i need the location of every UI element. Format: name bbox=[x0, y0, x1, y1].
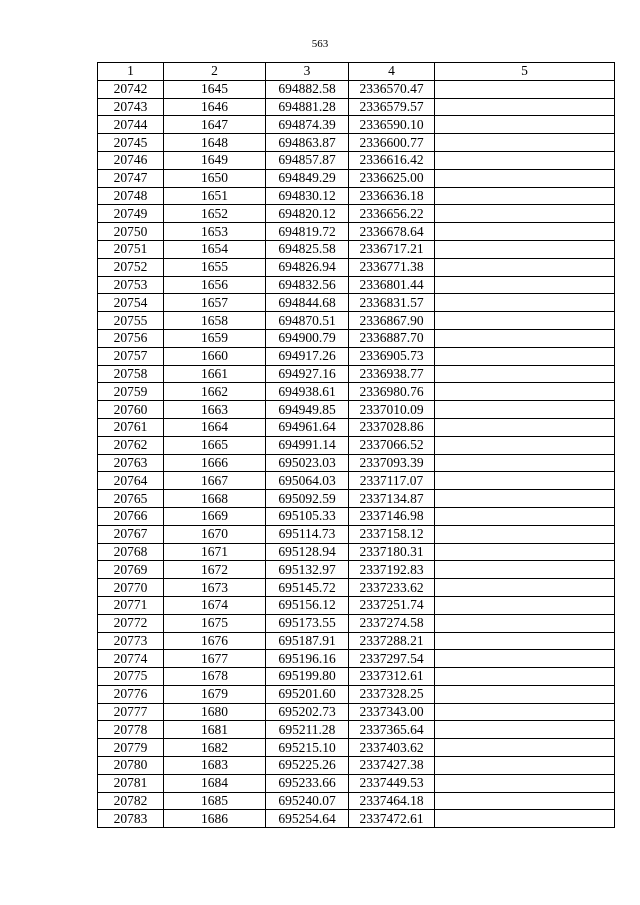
table-row bbox=[98, 418, 615, 436]
page-number: 563 bbox=[311, 38, 329, 50]
x-coordinate-cell: 694874.39 bbox=[266, 116, 349, 134]
column-header-1: 1 bbox=[98, 63, 164, 81]
y-coordinate-cell: 2337274.58 bbox=[349, 614, 435, 632]
x-coordinate-cell: 694881.28 bbox=[266, 98, 349, 116]
note-cell bbox=[435, 810, 615, 828]
point-id-cell: 20752 bbox=[98, 258, 164, 276]
table-body bbox=[98, 80, 615, 827]
x-coordinate-cell: 694927.16 bbox=[266, 365, 349, 383]
point-number-cell: 1652 bbox=[164, 205, 266, 223]
table-row bbox=[98, 98, 615, 116]
point-number-cell: 1681 bbox=[164, 721, 266, 739]
note-cell bbox=[435, 383, 615, 401]
x-coordinate-cell: 695023.03 bbox=[266, 454, 349, 472]
table-row bbox=[98, 792, 615, 810]
header-row bbox=[98, 63, 615, 81]
point-id-cell: 20770 bbox=[98, 579, 164, 597]
note-cell bbox=[435, 98, 615, 116]
note-cell bbox=[435, 757, 615, 775]
x-coordinate-cell: 695187.91 bbox=[266, 632, 349, 650]
x-coordinate-cell: 694819.72 bbox=[266, 223, 349, 241]
point-number-cell: 1664 bbox=[164, 418, 266, 436]
point-id-cell: 20765 bbox=[98, 490, 164, 508]
note-cell bbox=[435, 418, 615, 436]
x-coordinate-cell: 694863.87 bbox=[266, 134, 349, 152]
note-cell bbox=[435, 169, 615, 187]
table-row bbox=[98, 739, 615, 757]
table-row bbox=[98, 276, 615, 294]
x-coordinate-cell: 695128.94 bbox=[266, 543, 349, 561]
note-cell bbox=[435, 401, 615, 419]
x-coordinate-cell: 694991.14 bbox=[266, 436, 349, 454]
point-number-cell: 1676 bbox=[164, 632, 266, 650]
y-coordinate-cell: 2337251.74 bbox=[349, 596, 435, 614]
point-id-cell: 20745 bbox=[98, 134, 164, 152]
note-cell bbox=[435, 721, 615, 739]
x-coordinate-cell: 695201.60 bbox=[266, 685, 349, 703]
x-coordinate-cell: 695173.55 bbox=[266, 614, 349, 632]
x-coordinate-cell: 695225.26 bbox=[266, 757, 349, 775]
point-number-cell: 1666 bbox=[164, 454, 266, 472]
point-number-cell: 1671 bbox=[164, 543, 266, 561]
table-row bbox=[98, 757, 615, 775]
point-id-cell: 20743 bbox=[98, 98, 164, 116]
y-coordinate-cell: 2336570.47 bbox=[349, 80, 435, 98]
point-id-cell: 20758 bbox=[98, 365, 164, 383]
point-number-cell: 1678 bbox=[164, 668, 266, 686]
y-coordinate-cell: 2337288.21 bbox=[349, 632, 435, 650]
note-cell bbox=[435, 507, 615, 525]
table-row bbox=[98, 205, 615, 223]
point-id-cell: 20762 bbox=[98, 436, 164, 454]
y-coordinate-cell: 2337297.54 bbox=[349, 650, 435, 668]
table-row bbox=[98, 365, 615, 383]
note-cell bbox=[435, 614, 615, 632]
y-coordinate-cell: 2336771.38 bbox=[349, 258, 435, 276]
table-row bbox=[98, 436, 615, 454]
x-coordinate-cell: 694825.58 bbox=[266, 240, 349, 258]
note-cell bbox=[435, 240, 615, 258]
point-number-cell: 1662 bbox=[164, 383, 266, 401]
table-row bbox=[98, 347, 615, 365]
point-number-cell: 1650 bbox=[164, 169, 266, 187]
table-row bbox=[98, 507, 615, 525]
point-number-cell: 1651 bbox=[164, 187, 266, 205]
point-number-cell: 1663 bbox=[164, 401, 266, 419]
point-number-cell: 1668 bbox=[164, 490, 266, 508]
note-cell bbox=[435, 472, 615, 490]
point-id-cell: 20754 bbox=[98, 294, 164, 312]
table-row bbox=[98, 258, 615, 276]
x-coordinate-cell: 695202.73 bbox=[266, 703, 349, 721]
table-row bbox=[98, 169, 615, 187]
table-row bbox=[98, 668, 615, 686]
note-cell bbox=[435, 294, 615, 312]
y-coordinate-cell: 2336636.18 bbox=[349, 187, 435, 205]
table-row bbox=[98, 134, 615, 152]
point-number-cell: 1683 bbox=[164, 757, 266, 775]
x-coordinate-cell: 694870.51 bbox=[266, 312, 349, 330]
y-coordinate-cell: 2336590.10 bbox=[349, 116, 435, 134]
note-cell bbox=[435, 596, 615, 614]
note-cell bbox=[435, 703, 615, 721]
note-cell bbox=[435, 774, 615, 792]
table-row bbox=[98, 454, 615, 472]
y-coordinate-cell: 2337403.62 bbox=[349, 739, 435, 757]
x-coordinate-cell: 695196.16 bbox=[266, 650, 349, 668]
x-coordinate-cell: 695240.07 bbox=[266, 792, 349, 810]
point-id-cell: 20772 bbox=[98, 614, 164, 632]
point-id-cell: 20769 bbox=[98, 561, 164, 579]
note-cell bbox=[435, 632, 615, 650]
note-cell bbox=[435, 454, 615, 472]
point-number-cell: 1686 bbox=[164, 810, 266, 828]
note-cell bbox=[435, 668, 615, 686]
note-cell bbox=[435, 151, 615, 169]
y-coordinate-cell: 2337093.39 bbox=[349, 454, 435, 472]
y-coordinate-cell: 2337066.52 bbox=[349, 436, 435, 454]
point-id-cell: 20757 bbox=[98, 347, 164, 365]
y-coordinate-cell: 2336579.57 bbox=[349, 98, 435, 116]
y-coordinate-cell: 2336678.64 bbox=[349, 223, 435, 241]
point-number-cell: 1673 bbox=[164, 579, 266, 597]
y-coordinate-cell: 2337028.86 bbox=[349, 418, 435, 436]
x-coordinate-cell: 694832.56 bbox=[266, 276, 349, 294]
point-id-cell: 20763 bbox=[98, 454, 164, 472]
point-id-cell: 20777 bbox=[98, 703, 164, 721]
point-number-cell: 1682 bbox=[164, 739, 266, 757]
table-row bbox=[98, 650, 615, 668]
point-number-cell: 1661 bbox=[164, 365, 266, 383]
point-number-cell: 1679 bbox=[164, 685, 266, 703]
table-row bbox=[98, 596, 615, 614]
y-coordinate-cell: 2336600.77 bbox=[349, 134, 435, 152]
y-coordinate-cell: 2337117.07 bbox=[349, 472, 435, 490]
point-id-cell: 20771 bbox=[98, 596, 164, 614]
y-coordinate-cell: 2336887.70 bbox=[349, 329, 435, 347]
point-number-cell: 1672 bbox=[164, 561, 266, 579]
table-row bbox=[98, 294, 615, 312]
table-row bbox=[98, 80, 615, 98]
point-id-cell: 20761 bbox=[98, 418, 164, 436]
note-cell bbox=[435, 561, 615, 579]
table-row bbox=[98, 472, 615, 490]
x-coordinate-cell: 695215.10 bbox=[266, 739, 349, 757]
point-id-cell: 20744 bbox=[98, 116, 164, 134]
point-id-cell: 20755 bbox=[98, 312, 164, 330]
note-cell bbox=[435, 525, 615, 543]
point-number-cell: 1656 bbox=[164, 276, 266, 294]
point-number-cell: 1670 bbox=[164, 525, 266, 543]
table-row bbox=[98, 703, 615, 721]
point-number-cell: 1684 bbox=[164, 774, 266, 792]
note-cell bbox=[435, 579, 615, 597]
y-coordinate-cell: 2336938.77 bbox=[349, 365, 435, 383]
y-coordinate-cell: 2336801.44 bbox=[349, 276, 435, 294]
table-row bbox=[98, 490, 615, 508]
y-coordinate-cell: 2337365.64 bbox=[349, 721, 435, 739]
x-coordinate-cell: 695132.97 bbox=[266, 561, 349, 579]
point-id-cell: 20749 bbox=[98, 205, 164, 223]
point-id-cell: 20759 bbox=[98, 383, 164, 401]
point-id-cell: 20778 bbox=[98, 721, 164, 739]
y-coordinate-cell: 2336625.00 bbox=[349, 169, 435, 187]
point-id-cell: 20774 bbox=[98, 650, 164, 668]
table-row bbox=[98, 561, 615, 579]
y-coordinate-cell: 2337449.53 bbox=[349, 774, 435, 792]
table-row bbox=[98, 721, 615, 739]
x-coordinate-cell: 695211.28 bbox=[266, 721, 349, 739]
column-header-3: 3 bbox=[266, 63, 349, 81]
y-coordinate-cell: 2337010.09 bbox=[349, 401, 435, 419]
table-row bbox=[98, 401, 615, 419]
y-coordinate-cell: 2337312.61 bbox=[349, 668, 435, 686]
y-coordinate-cell: 2337427.38 bbox=[349, 757, 435, 775]
point-number-cell: 1645 bbox=[164, 80, 266, 98]
point-number-cell: 1659 bbox=[164, 329, 266, 347]
table-row bbox=[98, 223, 615, 241]
point-number-cell: 1648 bbox=[164, 134, 266, 152]
y-coordinate-cell: 2336867.90 bbox=[349, 312, 435, 330]
note-cell bbox=[435, 739, 615, 757]
point-number-cell: 1654 bbox=[164, 240, 266, 258]
column-header-4: 4 bbox=[349, 63, 435, 81]
point-id-cell: 20747 bbox=[98, 169, 164, 187]
table-row bbox=[98, 187, 615, 205]
note-cell bbox=[435, 205, 615, 223]
point-number-cell: 1657 bbox=[164, 294, 266, 312]
point-id-cell: 20776 bbox=[98, 685, 164, 703]
point-number-cell: 1667 bbox=[164, 472, 266, 490]
table-row bbox=[98, 685, 615, 703]
x-coordinate-cell: 694857.87 bbox=[266, 151, 349, 169]
x-coordinate-cell: 695145.72 bbox=[266, 579, 349, 597]
table-row bbox=[98, 543, 615, 561]
table-row bbox=[98, 312, 615, 330]
x-coordinate-cell: 694900.79 bbox=[266, 329, 349, 347]
point-id-cell: 20783 bbox=[98, 810, 164, 828]
point-number-cell: 1646 bbox=[164, 98, 266, 116]
table-row bbox=[98, 774, 615, 792]
point-id-cell: 20781 bbox=[98, 774, 164, 792]
x-coordinate-cell: 695105.33 bbox=[266, 507, 349, 525]
y-coordinate-cell: 2337146.98 bbox=[349, 507, 435, 525]
table-header bbox=[98, 63, 615, 81]
point-id-cell: 20767 bbox=[98, 525, 164, 543]
note-cell bbox=[435, 365, 615, 383]
note-cell bbox=[435, 134, 615, 152]
x-coordinate-cell: 695064.03 bbox=[266, 472, 349, 490]
column-header-2: 2 bbox=[164, 63, 266, 81]
note-cell bbox=[435, 685, 615, 703]
y-coordinate-cell: 2336905.73 bbox=[349, 347, 435, 365]
x-coordinate-cell: 694849.29 bbox=[266, 169, 349, 187]
x-coordinate-cell: 695233.66 bbox=[266, 774, 349, 792]
table-row bbox=[98, 632, 615, 650]
point-number-cell: 1660 bbox=[164, 347, 266, 365]
note-cell bbox=[435, 329, 615, 347]
y-coordinate-cell: 2337328.25 bbox=[349, 685, 435, 703]
point-number-cell: 1675 bbox=[164, 614, 266, 632]
y-coordinate-cell: 2337233.62 bbox=[349, 579, 435, 597]
point-id-cell: 20766 bbox=[98, 507, 164, 525]
column-header-5: 5 bbox=[435, 63, 615, 81]
y-coordinate-cell: 2337134.87 bbox=[349, 490, 435, 508]
y-coordinate-cell: 2336656.22 bbox=[349, 205, 435, 223]
y-coordinate-cell: 2336980.76 bbox=[349, 383, 435, 401]
table-row bbox=[98, 151, 615, 169]
note-cell bbox=[435, 312, 615, 330]
note-cell bbox=[435, 347, 615, 365]
note-cell bbox=[435, 187, 615, 205]
note-cell bbox=[435, 223, 615, 241]
y-coordinate-cell: 2337180.31 bbox=[349, 543, 435, 561]
note-cell bbox=[435, 436, 615, 454]
note-cell bbox=[435, 490, 615, 508]
y-coordinate-cell: 2336616.42 bbox=[349, 151, 435, 169]
y-coordinate-cell: 2337343.00 bbox=[349, 703, 435, 721]
point-id-cell: 20779 bbox=[98, 739, 164, 757]
point-id-cell: 20775 bbox=[98, 668, 164, 686]
point-number-cell: 1685 bbox=[164, 792, 266, 810]
point-number-cell: 1655 bbox=[164, 258, 266, 276]
point-id-cell: 20756 bbox=[98, 329, 164, 347]
table-row bbox=[98, 240, 615, 258]
point-id-cell: 20753 bbox=[98, 276, 164, 294]
table-row bbox=[98, 383, 615, 401]
x-coordinate-cell: 694949.85 bbox=[266, 401, 349, 419]
x-coordinate-cell: 694882.58 bbox=[266, 80, 349, 98]
note-cell bbox=[435, 543, 615, 561]
table-row bbox=[98, 525, 615, 543]
y-coordinate-cell: 2337464.18 bbox=[349, 792, 435, 810]
y-coordinate-cell: 2337158.12 bbox=[349, 525, 435, 543]
note-cell bbox=[435, 792, 615, 810]
note-cell bbox=[435, 276, 615, 294]
point-id-cell: 20748 bbox=[98, 187, 164, 205]
x-coordinate-cell: 695156.12 bbox=[266, 596, 349, 614]
x-coordinate-cell: 694826.94 bbox=[266, 258, 349, 276]
x-coordinate-cell: 695114.73 bbox=[266, 525, 349, 543]
point-id-cell: 20742 bbox=[98, 80, 164, 98]
x-coordinate-cell: 694961.64 bbox=[266, 418, 349, 436]
x-coordinate-cell: 694938.61 bbox=[266, 383, 349, 401]
point-number-cell: 1669 bbox=[164, 507, 266, 525]
point-id-cell: 20768 bbox=[98, 543, 164, 561]
point-id-cell: 20750 bbox=[98, 223, 164, 241]
x-coordinate-cell: 694917.26 bbox=[266, 347, 349, 365]
y-coordinate-cell: 2337192.83 bbox=[349, 561, 435, 579]
x-coordinate-cell: 694830.12 bbox=[266, 187, 349, 205]
x-coordinate-cell: 695254.64 bbox=[266, 810, 349, 828]
point-number-cell: 1677 bbox=[164, 650, 266, 668]
table-row bbox=[98, 579, 615, 597]
point-id-cell: 20773 bbox=[98, 632, 164, 650]
table-row bbox=[98, 810, 615, 828]
point-id-cell: 20760 bbox=[98, 401, 164, 419]
coordinates-table bbox=[97, 62, 615, 828]
x-coordinate-cell: 695199.80 bbox=[266, 668, 349, 686]
point-number-cell: 1649 bbox=[164, 151, 266, 169]
point-number-cell: 1674 bbox=[164, 596, 266, 614]
point-id-cell: 20764 bbox=[98, 472, 164, 490]
note-cell bbox=[435, 80, 615, 98]
y-coordinate-cell: 2337472.61 bbox=[349, 810, 435, 828]
point-number-cell: 1653 bbox=[164, 223, 266, 241]
point-id-cell: 20751 bbox=[98, 240, 164, 258]
table-row bbox=[98, 116, 615, 134]
note-cell bbox=[435, 258, 615, 276]
point-number-cell: 1658 bbox=[164, 312, 266, 330]
point-number-cell: 1647 bbox=[164, 116, 266, 134]
point-number-cell: 1680 bbox=[164, 703, 266, 721]
x-coordinate-cell: 695092.59 bbox=[266, 490, 349, 508]
y-coordinate-cell: 2336831.57 bbox=[349, 294, 435, 312]
point-number-cell: 1665 bbox=[164, 436, 266, 454]
table-row bbox=[98, 329, 615, 347]
table-row bbox=[98, 614, 615, 632]
x-coordinate-cell: 694844.68 bbox=[266, 294, 349, 312]
point-id-cell: 20780 bbox=[98, 757, 164, 775]
x-coordinate-cell: 694820.12 bbox=[266, 205, 349, 223]
note-cell bbox=[435, 650, 615, 668]
point-id-cell: 20746 bbox=[98, 151, 164, 169]
point-id-cell: 20782 bbox=[98, 792, 164, 810]
note-cell bbox=[435, 116, 615, 134]
y-coordinate-cell: 2336717.21 bbox=[349, 240, 435, 258]
